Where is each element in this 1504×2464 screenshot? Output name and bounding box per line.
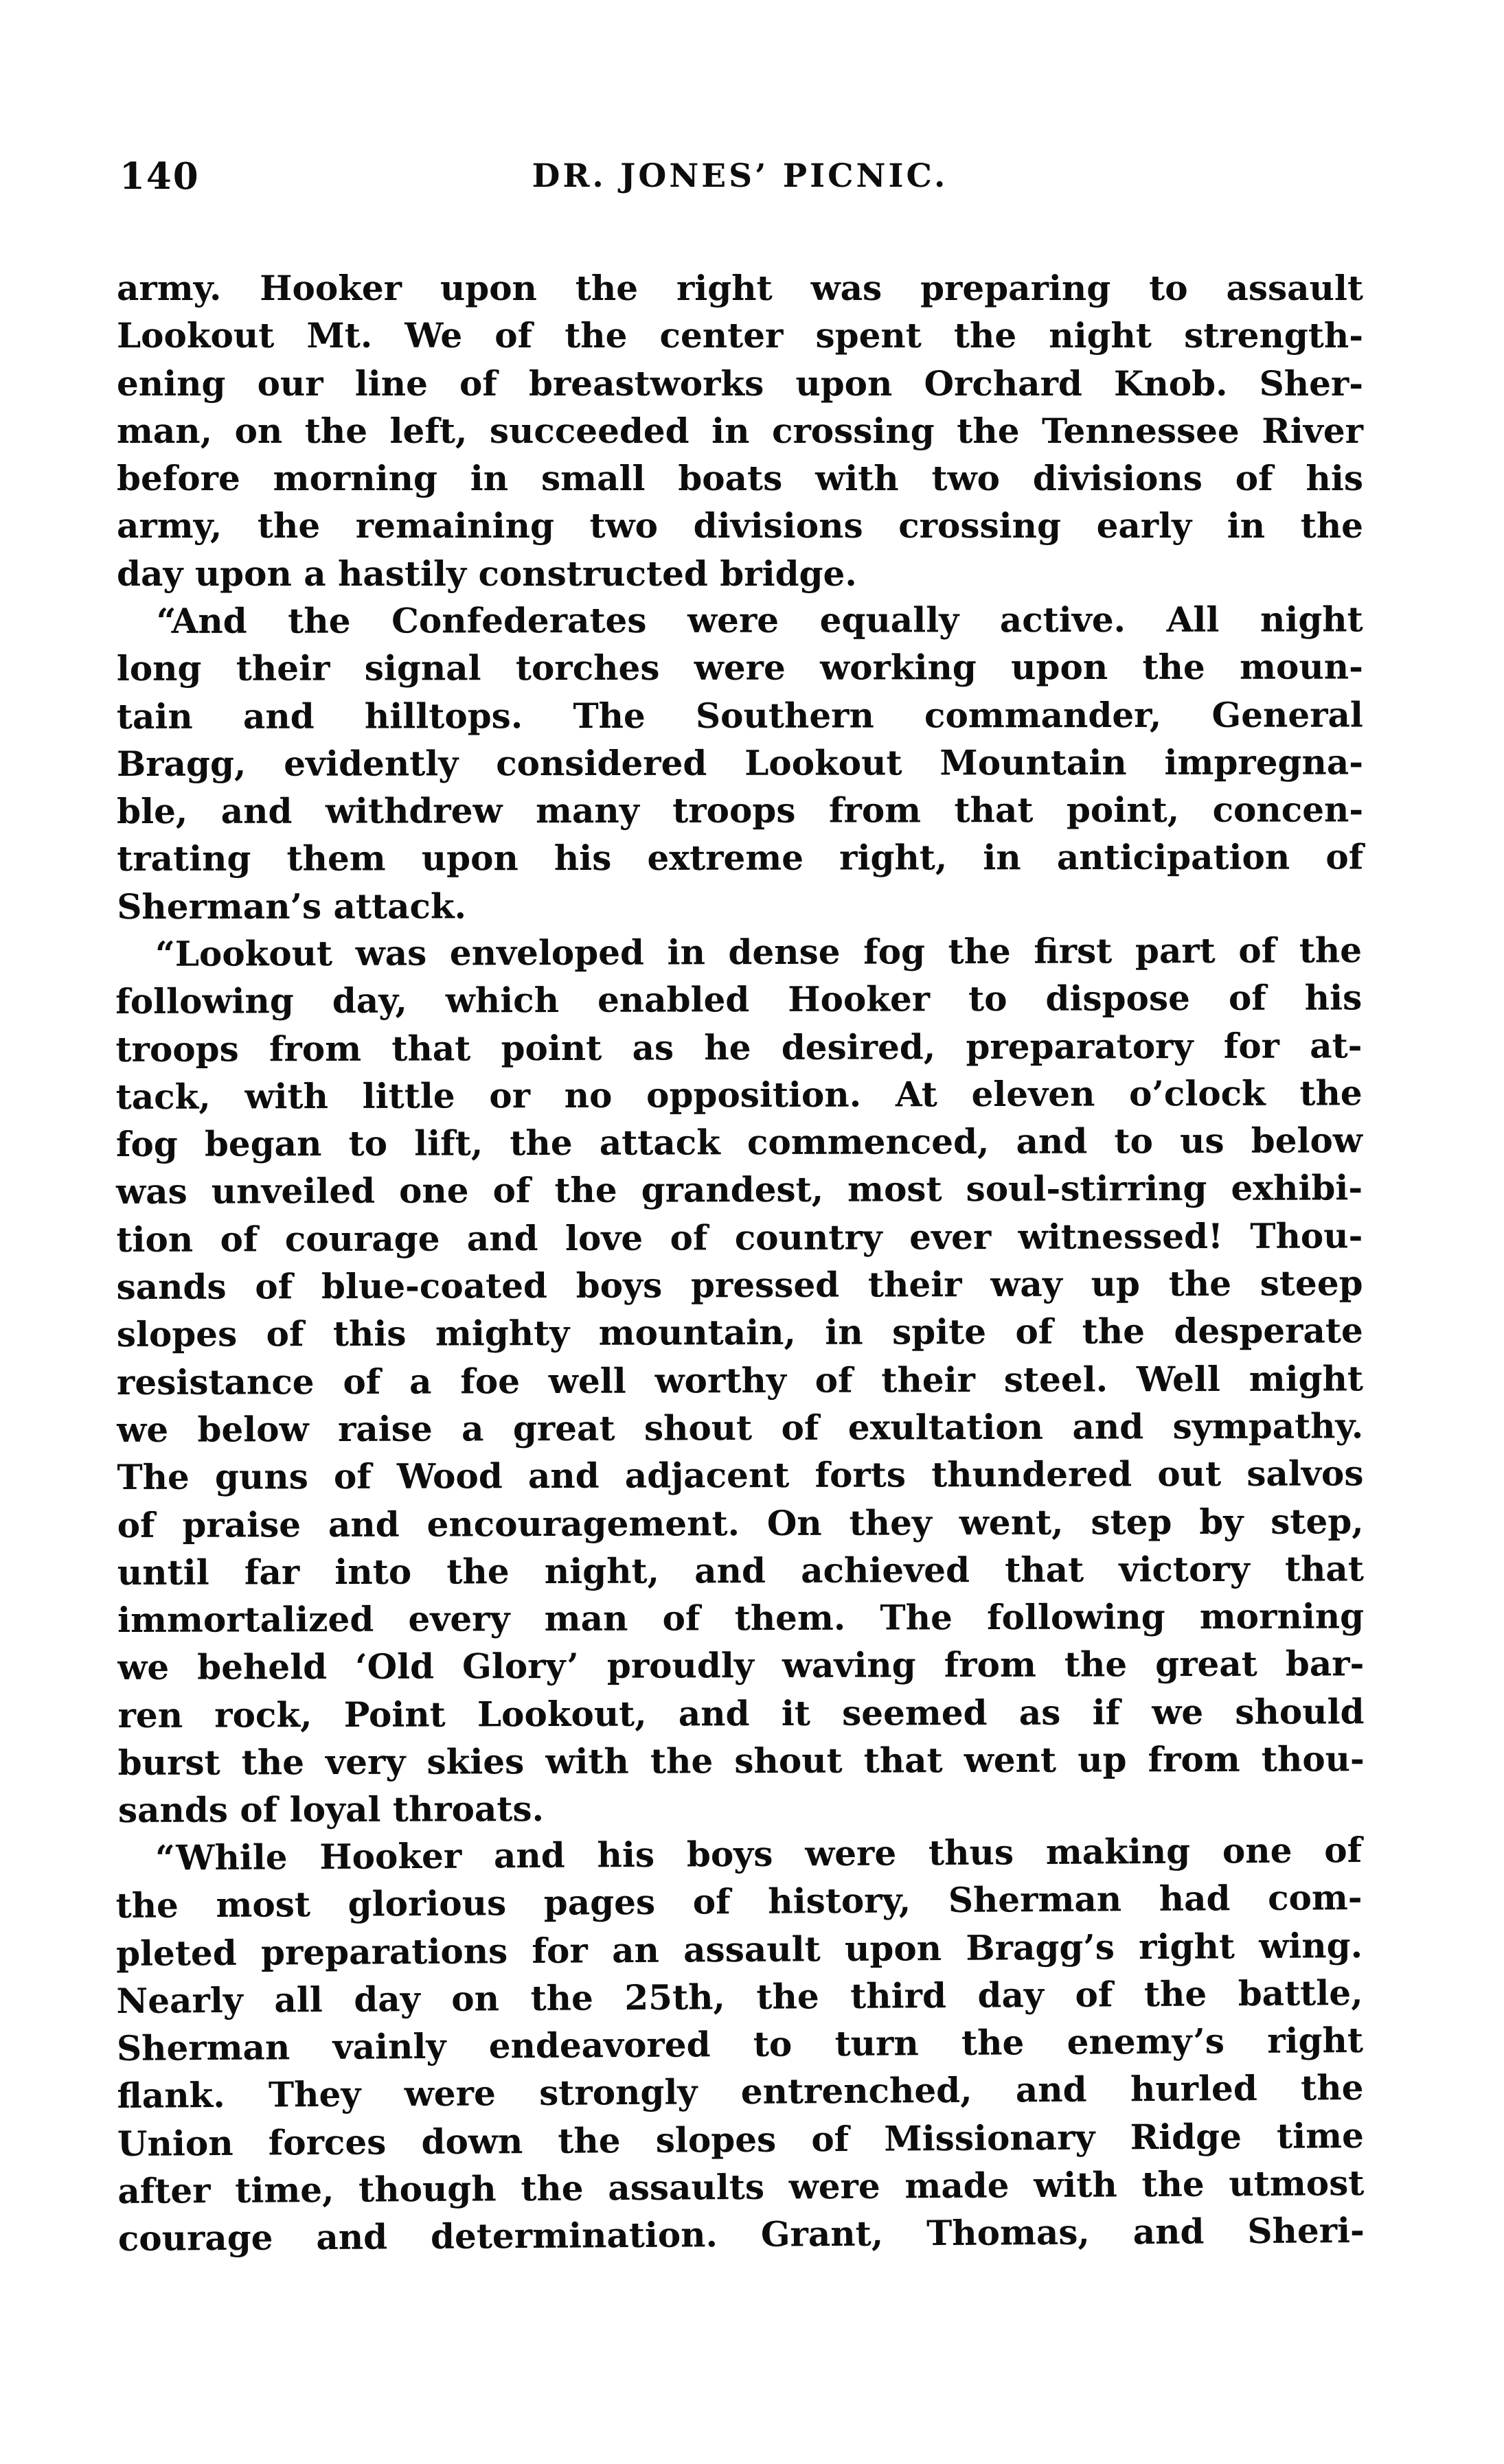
page-number: 140 [119,155,200,198]
paragraph [115,926,1365,1834]
paragraph [115,1826,1365,2263]
text-line: Lookout Mt. We of the center spent the night strength- [117,315,1363,356]
text-line: immortalized every man of them. The following morning [117,1596,1365,1641]
text-line: trating them upon his extreme right, in anticipation of [117,837,1364,879]
text-line: we beheld ‘Old Glory’ proudly waving from the great bar- [117,1643,1365,1688]
paragraph [117,264,1363,597]
text-line: after time, though the assaults were made with the utmost [117,2162,1365,2211]
text-line: the most glorious pages of history, Sherman had com- [115,1877,1363,1926]
text-line: Bragg, evidently considered Lookout Mountain impregna- [116,741,1364,784]
text-line: flank. They were strongly entrenched, and hurled the [117,2067,1364,2117]
text-line: long their signal torches were working upon the moun- [116,646,1363,689]
text-line: troops from that point as he desired, preparatory for at- [115,1025,1363,1070]
text-line: “Lookout was enveloped in dense fog the first part of the [155,930,1363,974]
text-line: day upon a hastily constructed bridge. [117,553,857,594]
text-line: man, on the left, succeeded in crossing the Tennessee River [117,410,1363,451]
text-line: slopes of this mighty mountain, in spite of the desperate [116,1310,1363,1355]
paragraph [117,596,1364,931]
page-title: DR. JONES’ PICNIC. [532,157,948,195]
text-line: Nearly all day on the 25th, the third day of the battle, [116,1972,1363,2021]
running-header [117,157,1363,196]
text-line: sands of loyal throats. [117,1788,545,1831]
text-line: ening our line of breastworks upon Orchard Knob. Sher- [117,362,1363,404]
text-line: we below raise a great shout of exultation and sympathy. [117,1405,1364,1451]
text-body [117,264,1363,2262]
text-line: of praise and encouragement. On they went, step by step, [117,1501,1364,1545]
text-line: courage and determination. Grant, Thomas, and Sheri- [117,2210,1365,2259]
page-content [117,157,1363,2262]
text-line: army, the remaining two divisions crossing early in the [117,505,1363,546]
text-line: until far into the night, and achieved that victory that [117,1548,1364,1593]
text-line: before morning in small boats with two divisions of his [117,458,1363,499]
text-line: tain and hilltops. The Southern commander, General [116,694,1363,737]
text-line: was unveiled one of the grandest, most soul-stirring exhibi- [116,1167,1363,1212]
text-line: fog began to lift, the attack commenced, and to us below [115,1120,1363,1165]
text-line: ble, and withdrew many troops from that point, concen- [117,789,1364,832]
text-line: The guns of Wood and adjacent forts thundered out salvos [117,1453,1364,1498]
text-line: ren rock, Point Lookout, and it seemed as if we should [117,1691,1365,1736]
text-line: Union forces down the slopes of Missionary Ridge time [117,2115,1365,2164]
text-line: burst the very skies with the shout that went up from thou- [117,1738,1365,1784]
text-line: army. Hooker upon the right was preparing to assault [117,268,1363,308]
text-line: pleted preparations for an assault upon Bragg’s right wing. [115,1924,1363,1974]
text-line: tion of courage and love of country ever witnessed! Thou- [116,1215,1363,1260]
text-line: resistance of a foe well worthy of their steel. Well might [116,1358,1364,1403]
text-line: “And the Confederates were equally active. All night [156,599,1363,641]
text-line: tack, with little or no opposition. At eleven o’clock the [115,1072,1363,1118]
text-line: “While Hooker and his boys were thus making one of [155,1829,1363,1878]
text-line: following day, which enabled Hooker to dispose of his [115,977,1363,1022]
text-line: sands of blue-coated boys pressed their way up the steep [116,1263,1363,1308]
text-line: Sherman’s attack. [117,886,467,927]
text-line: Sherman vainly endeavored to turn the enemy’s right [116,2019,1364,2069]
